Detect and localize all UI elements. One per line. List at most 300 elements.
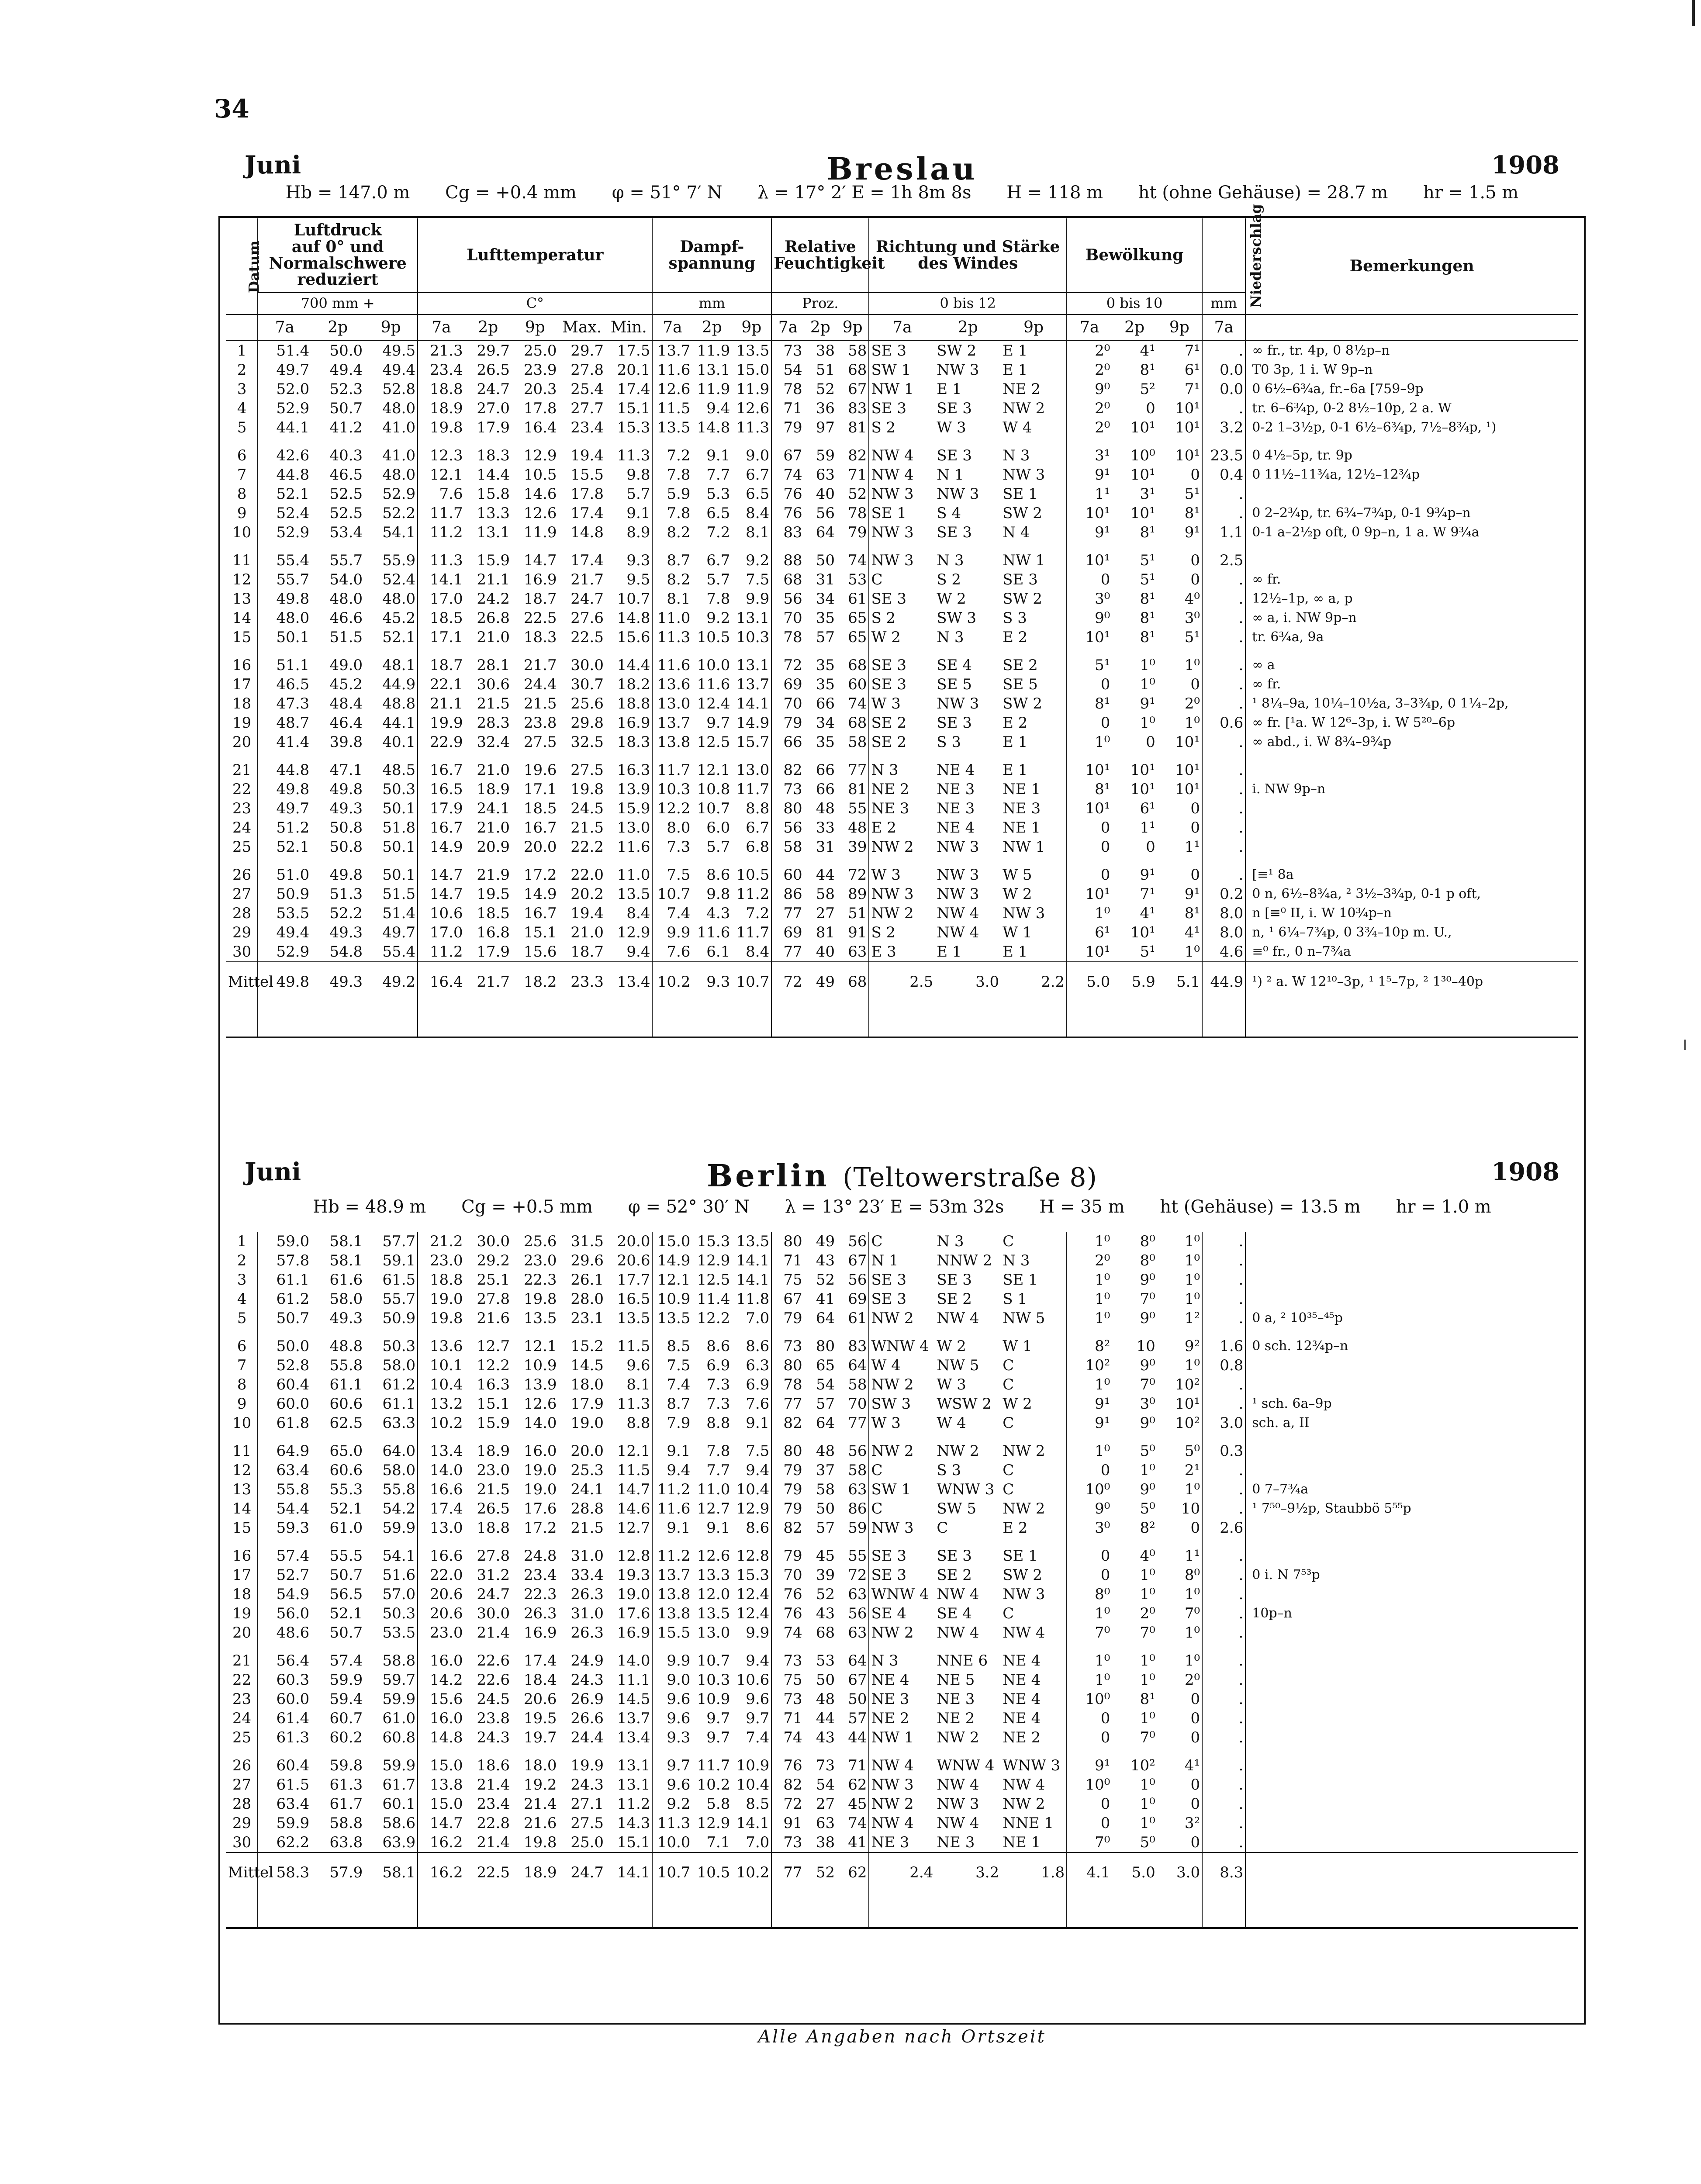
table-cell: 44.9 xyxy=(364,675,418,694)
table-cell: NE 1 xyxy=(1001,780,1067,799)
table-cell: 23.9 xyxy=(523,361,557,379)
gap-cell xyxy=(1245,1433,1578,1441)
gap-cell xyxy=(1112,437,1157,446)
table-cell: 50.8 xyxy=(329,819,363,836)
gap-cell xyxy=(559,1642,605,1651)
table-cell: 13.5 xyxy=(732,1232,771,1251)
table-cell: 54.2 xyxy=(364,1499,418,1518)
table-cell: SE 3 xyxy=(937,447,972,464)
table-cell: 21.4 xyxy=(523,1795,557,1813)
page-edge-mark xyxy=(1684,1040,1686,1050)
gap-cell xyxy=(837,1328,869,1337)
table-cell: 22.5 xyxy=(570,629,604,646)
table-cell: 26.5 xyxy=(477,361,510,379)
mean-cell: 3.2 xyxy=(935,1852,1001,1892)
table-cell: 58 xyxy=(837,733,869,752)
table-cell: 2⁰ xyxy=(1157,1670,1202,1690)
table-cell: 9.6 xyxy=(732,1690,771,1709)
table-cell: 8.4 xyxy=(605,904,652,923)
table-cell: 71 xyxy=(783,1710,802,1727)
wind-header: Richtung und Stärke des Windes xyxy=(869,218,1067,293)
gap-cell xyxy=(512,1538,558,1546)
table-cell: 63.8 xyxy=(329,1834,363,1851)
table-row xyxy=(226,1480,1578,1499)
table-cell: 11.6 xyxy=(605,837,652,857)
table-row xyxy=(226,1651,1578,1670)
table-cell: 74 xyxy=(837,1814,869,1833)
table-cell: 1⁰ xyxy=(1140,714,1155,732)
table-cell: 49.8 xyxy=(276,590,310,608)
table-cell: 13.5 xyxy=(697,1605,730,1622)
table-cell: 12.9 xyxy=(697,1814,730,1832)
table-cell: NNE 6 xyxy=(937,1652,988,1669)
table-cell: 0.0 xyxy=(1202,380,1245,399)
gap-cell xyxy=(311,1328,364,1337)
table-cell: WNW 3 xyxy=(1001,1756,1067,1775)
table-cell: 59.7 xyxy=(364,1670,418,1690)
table-cell: 50.3 xyxy=(364,780,418,799)
table-cell: 8.8 xyxy=(732,799,771,818)
mean-cell: 3.0 xyxy=(935,962,1001,1002)
table-cell: 12.2 xyxy=(697,1310,730,1327)
gap-cell xyxy=(837,1538,869,1546)
table-cell: . xyxy=(1202,1794,1245,1814)
table-row xyxy=(226,656,1578,675)
gap-cell xyxy=(869,1747,935,1756)
table-cell: 10.0 xyxy=(697,657,730,674)
gap-cell xyxy=(804,437,837,446)
remark-cell xyxy=(1245,1690,1578,1709)
table-cell: 10.3 xyxy=(732,628,771,647)
table-cell: 5¹ xyxy=(1157,484,1202,504)
table-cell: 48.0 xyxy=(364,589,418,608)
table-cell: 53 xyxy=(816,1652,835,1669)
table-cell: 8¹ xyxy=(1140,629,1155,646)
gap-cell xyxy=(771,857,804,865)
table-cell: 8.0 xyxy=(667,819,691,836)
table-cell: 9.1 xyxy=(605,504,652,523)
table-row xyxy=(226,1251,1578,1270)
table-cell: 59.9 xyxy=(364,1518,418,1538)
table-cell: 79 xyxy=(783,1500,802,1517)
table-row xyxy=(226,1670,1578,1690)
gap-cell xyxy=(559,1747,605,1756)
table-cell: 2¹ xyxy=(1157,1461,1202,1480)
gap-cell xyxy=(692,857,732,865)
table-cell: 25 xyxy=(226,1728,258,1747)
table-cell: 48 xyxy=(816,800,835,817)
table-cell: 10.5 xyxy=(523,466,557,484)
table-cell: 1⁰ xyxy=(1157,1585,1202,1604)
table-cell: 52.8 xyxy=(364,380,418,399)
gap-cell xyxy=(1112,1538,1157,1546)
table-cell: 44.8 xyxy=(276,761,310,779)
table-cell: 59.0 xyxy=(276,1233,310,1250)
table-cell: C xyxy=(871,571,883,588)
table-cell: 74 xyxy=(837,551,869,570)
table-cell: 51.8 xyxy=(364,818,418,837)
gap-cell xyxy=(771,647,804,656)
table-row xyxy=(226,885,1578,904)
gap-cell xyxy=(732,752,771,760)
table-cell: 10¹ xyxy=(1157,760,1202,780)
table-cell: 73 xyxy=(783,1652,802,1669)
constant: ht (Gehäuse) = 13.5 m xyxy=(1160,1197,1361,1217)
table-cell: 52.1 xyxy=(329,1500,363,1517)
table-cell: 52 xyxy=(816,1586,835,1603)
mean-cell: 62 xyxy=(837,1852,869,1892)
table-row xyxy=(226,608,1578,628)
table-cell: E 2 xyxy=(1001,713,1067,733)
table-cell: E 1 xyxy=(1001,942,1067,962)
table-cell: 48.1 xyxy=(364,656,418,675)
table-row xyxy=(226,1756,1578,1775)
table-cell: 50.1 xyxy=(364,837,418,857)
table-cell: 10.9 xyxy=(697,1690,730,1708)
table-cell: 91 xyxy=(837,923,869,942)
table-cell: 59.3 xyxy=(276,1519,310,1537)
gap-cell xyxy=(652,437,692,446)
table-cell: NE 2 xyxy=(871,781,909,798)
table-cell: 13 xyxy=(226,1480,258,1499)
table-cell: 20.6 xyxy=(605,1251,652,1270)
table-row xyxy=(226,1441,1578,1461)
gap-cell xyxy=(364,1642,418,1651)
remark-cell xyxy=(1245,837,1578,857)
table-cell: 8 xyxy=(226,1375,258,1394)
table-cell: 31 xyxy=(816,838,835,856)
table-cell: 8⁰ xyxy=(1140,1233,1155,1250)
gap-cell xyxy=(1245,1747,1578,1756)
table-cell: 27 xyxy=(226,1775,258,1794)
constant: H = 35 m xyxy=(1039,1197,1125,1217)
gap-cell xyxy=(418,1328,464,1337)
gap-cell xyxy=(869,647,935,656)
table-cell: . xyxy=(1202,1690,1245,1709)
table-cell: 13.1 xyxy=(605,1775,652,1794)
table-cell: 16.8 xyxy=(477,924,510,941)
table-cell: 10.7 xyxy=(657,885,691,903)
table-cell: 48.0 xyxy=(329,590,363,608)
table-cell: 50.1 xyxy=(364,799,418,818)
table-cell: NW 3 xyxy=(937,361,979,379)
table-cell: 22.1 xyxy=(429,676,463,693)
table-cell: SE 4 xyxy=(937,1605,972,1622)
table-cell: 71 xyxy=(783,1252,802,1269)
table-cell: 16 xyxy=(226,1546,258,1565)
table-cell: 49.8 xyxy=(329,781,363,798)
gap-cell xyxy=(1245,542,1578,551)
table-cell: 46.5 xyxy=(276,676,310,693)
table-cell: E 1 xyxy=(1001,733,1067,752)
table-cell: 17.4 xyxy=(570,505,604,522)
mean-cell: 13.4 xyxy=(605,962,652,1002)
table-cell: NW 2 xyxy=(871,1442,914,1460)
table-cell: 74 xyxy=(783,466,802,484)
gap-cell xyxy=(226,1328,258,1337)
table-cell: 12.7 xyxy=(477,1337,510,1355)
constant: ht (ohne Gehäuse) = 28.7 m xyxy=(1138,183,1388,203)
table-cell: 9.4 xyxy=(732,1461,771,1480)
gap-cell xyxy=(692,647,732,656)
table-cell: 66 xyxy=(783,733,802,751)
gap-cell xyxy=(418,1747,464,1756)
table-cell: 15 xyxy=(226,1518,258,1538)
gap-cell xyxy=(258,647,311,656)
table-cell: 56 xyxy=(837,1604,869,1623)
gap-cell xyxy=(418,1642,464,1651)
table-cell: 16.5 xyxy=(605,1289,652,1309)
table-cell: 32.5 xyxy=(570,733,604,751)
table-cell: NE 4 xyxy=(937,761,975,779)
mean-cell: 10.5 xyxy=(692,1852,732,1892)
table-cell: 14.6 xyxy=(523,485,557,503)
table-cell: 63.9 xyxy=(364,1833,418,1852)
table-cell: 0 xyxy=(1100,1547,1110,1565)
table-cell: 12.9 xyxy=(605,923,652,942)
end-cell xyxy=(692,1002,732,1037)
table-cell: 63 xyxy=(837,1480,869,1499)
table-cell: 24.7 xyxy=(477,380,510,398)
remark-cell xyxy=(1245,1833,1578,1852)
table-cell: 23.4 xyxy=(570,419,604,436)
table-cell: 7.5 xyxy=(667,1357,691,1374)
table-cell: 10¹ xyxy=(1157,418,1202,437)
table-cell: 10.4 xyxy=(429,1376,463,1393)
table-row xyxy=(226,818,1578,837)
table-cell: 10.9 xyxy=(523,1357,557,1374)
table-cell: 8¹ xyxy=(1095,781,1110,798)
gap-cell xyxy=(869,542,935,551)
table-cell: W 2 xyxy=(871,629,901,646)
table-cell: 10.3 xyxy=(697,1671,730,1689)
table-cell: 6.3 xyxy=(732,1356,771,1375)
table-cell: . xyxy=(1202,1585,1245,1604)
gap-cell xyxy=(512,542,558,551)
table-cell: 0 xyxy=(1100,819,1110,836)
table-cell: 19.8 xyxy=(523,1834,557,1851)
table-cell: 49.4 xyxy=(364,360,418,380)
table-cell: NW 3 xyxy=(937,838,979,856)
table-cell: 28.1 xyxy=(477,657,510,674)
table-cell: 0.6 xyxy=(1202,713,1245,733)
table-cell: 1⁰ xyxy=(1157,713,1202,733)
remark-cell xyxy=(1245,818,1578,837)
table-cell: 44 xyxy=(816,1710,835,1727)
table-cell: 78 xyxy=(783,629,802,646)
table-row xyxy=(226,399,1578,418)
mean-cell: 18.9 xyxy=(512,1852,558,1892)
table-cell: 22.2 xyxy=(570,838,604,856)
table-cell: 33.4 xyxy=(570,1566,604,1584)
table-cell: 52.2 xyxy=(329,905,363,922)
table-cell: 14.8 xyxy=(697,419,730,436)
table-cell: 0 xyxy=(1157,1709,1202,1728)
table-cell: 48.0 xyxy=(364,399,418,418)
table-cell: NW 3 xyxy=(937,695,979,712)
gap-cell xyxy=(605,857,652,865)
table-cell: 21.9 xyxy=(477,866,510,884)
table-row xyxy=(226,694,1578,713)
table-cell: E 3 xyxy=(871,943,896,961)
berlin-city xyxy=(245,1158,1559,1194)
end-cell xyxy=(652,1002,692,1037)
table-cell: 7.8 xyxy=(706,590,730,608)
gap-cell xyxy=(311,857,364,865)
table-cell: 79 xyxy=(783,1481,802,1498)
table-cell: 55.5 xyxy=(329,1547,363,1565)
table-cell: 61.4 xyxy=(276,1710,310,1727)
table-cell: NW 4 xyxy=(937,1310,979,1327)
table-cell: 9¹ xyxy=(1095,1395,1110,1413)
table-cell: 20 xyxy=(226,1623,258,1642)
table-cell: 6¹ xyxy=(1140,800,1155,817)
table-cell: 7.2 xyxy=(667,447,691,464)
table-cell: . xyxy=(1202,1480,1245,1499)
end-cell xyxy=(1245,1002,1578,1037)
table-cell: 15.3 xyxy=(605,418,652,437)
table-cell: NW 2 xyxy=(1001,1441,1067,1461)
gap-cell xyxy=(1067,1747,1112,1756)
table-cell: 12.4 xyxy=(732,1585,771,1604)
remark-cell xyxy=(1245,1794,1578,1814)
table-cell: 72 xyxy=(837,865,869,885)
table-cell: 21.4 xyxy=(477,1776,510,1794)
table-cell: 7.0 xyxy=(732,1833,771,1852)
table-cell: 24.5 xyxy=(477,1690,510,1708)
gap-cell xyxy=(465,437,512,446)
table-cell: 44.1 xyxy=(364,713,418,733)
table-cell: 91 xyxy=(783,1814,802,1832)
table-end xyxy=(226,1002,1578,1037)
table-cell: 45 xyxy=(837,1794,869,1814)
table-cell: 10¹ xyxy=(1085,552,1110,569)
table-cell: SE 3 xyxy=(871,1566,907,1584)
breslau-city-name: Breslau xyxy=(826,151,978,187)
gap-cell xyxy=(226,1433,258,1441)
gap-cell xyxy=(869,752,935,760)
table-cell: . xyxy=(1202,1728,1245,1747)
table-cell: 22 xyxy=(226,780,258,799)
table-cell: 7.4 xyxy=(732,1728,771,1747)
table-cell: 11.9 xyxy=(697,342,730,359)
remark-cell xyxy=(1245,1814,1578,1833)
remark-cell: T0 3p, 1 i. W 9p–n xyxy=(1252,362,1373,377)
table-cell: 6.9 xyxy=(732,1375,771,1394)
table-cell: 9⁰ xyxy=(1095,380,1110,398)
table-cell: 17.6 xyxy=(523,1500,557,1517)
table-cell: SW 3 xyxy=(937,609,976,627)
table-cell: 61.0 xyxy=(329,1519,363,1537)
gap-cell xyxy=(804,857,837,865)
table-cell: 11.3 xyxy=(605,1394,652,1413)
table-cell: 10.6 xyxy=(429,905,463,922)
table-cell: SE 4 xyxy=(871,1605,907,1622)
table-cell: 25.6 xyxy=(570,695,604,712)
table-cell: 7 xyxy=(226,465,258,484)
table-cell: 21.5 xyxy=(477,695,510,712)
page-edge-mark xyxy=(1692,0,1695,26)
table-cell: 22.9 xyxy=(429,733,463,751)
table-cell: 31 xyxy=(816,571,835,588)
table-cell: 60.8 xyxy=(364,1728,418,1747)
table-cell: NE 3 xyxy=(871,800,909,817)
table-cell: 13.8 xyxy=(429,1776,463,1794)
table-row xyxy=(226,446,1578,465)
table-cell: 16.2 xyxy=(429,1834,463,1851)
table-cell: 10⁰ xyxy=(1085,1690,1110,1708)
table-cell: 15.6 xyxy=(523,943,557,961)
table-cell: 22.8 xyxy=(477,1814,510,1832)
table-cell: 16.0 xyxy=(429,1710,463,1727)
table-cell: 17.5 xyxy=(605,341,652,360)
table-cell: NE 3 xyxy=(937,1690,975,1708)
table-cell: 64 xyxy=(837,1356,869,1375)
lufttemperatur-header: Lufttemperatur xyxy=(418,218,652,293)
table-cell: 4 xyxy=(226,1289,258,1309)
end-cell xyxy=(418,1002,464,1037)
table-cell: 52.9 xyxy=(276,524,310,541)
table-cell: 21.5 xyxy=(570,1519,604,1537)
table-cell: 1⁰ xyxy=(1157,1251,1202,1270)
table-cell: 27 xyxy=(816,905,835,922)
table-cell: 5² xyxy=(1140,380,1155,398)
remark-cell: n, ¹ 6¼–7¾p, 0 3¾–10p m. U., xyxy=(1252,925,1452,940)
table-cell: NW 4 xyxy=(937,924,979,941)
table-cell: NW 1 xyxy=(871,1729,914,1746)
mean-cell: 58.3 xyxy=(258,1852,311,1892)
table-cell: 18.6 xyxy=(477,1757,510,1774)
table-cell: SE 3 xyxy=(1001,570,1067,589)
table-cell: 12.5 xyxy=(697,1271,730,1289)
table-cell: 18.3 xyxy=(477,447,510,464)
table-cell: 11.3 xyxy=(429,552,463,569)
table-cell: . xyxy=(1202,1709,1245,1728)
table-cell: 57.7 xyxy=(364,1232,418,1251)
table-cell: 55.4 xyxy=(364,942,418,962)
table-cell: 9.0 xyxy=(667,1671,691,1689)
table-cell: 1⁰ xyxy=(1140,1566,1155,1584)
table-cell: 6¹ xyxy=(1157,360,1202,380)
dampf-unit: mm xyxy=(652,293,771,314)
remark-cell: ¹ sch. 6a–9p xyxy=(1252,1396,1332,1411)
table-cell: 49.8 xyxy=(276,781,310,798)
table-cell: 1⁰ xyxy=(1140,1652,1155,1669)
table-cell: W 3 xyxy=(871,695,901,712)
mean-cell: 5.9 xyxy=(1112,962,1157,1002)
table-cell: 8.2 xyxy=(667,524,691,541)
table-row xyxy=(226,1413,1578,1433)
table-cell: 21.7 xyxy=(523,657,557,674)
table-cell: 51.5 xyxy=(329,629,363,646)
table-cell: 20.1 xyxy=(605,360,652,380)
table-cell: 10.7 xyxy=(697,1652,730,1669)
time-7a: 7a xyxy=(1067,314,1112,341)
constant: Cg = +0.4 mm xyxy=(445,183,577,203)
remark-cell: ∞ fr., tr. 4p, 0 8½p–n xyxy=(1252,343,1390,358)
table-cell: 15.7 xyxy=(732,733,771,752)
table-cell: 5.3 xyxy=(706,485,730,503)
table-cell: NW 2 xyxy=(1001,399,1067,418)
table-cell: 9¹ xyxy=(1140,866,1155,884)
table-cell: 48.6 xyxy=(276,1624,310,1641)
table-cell: 74 xyxy=(783,1729,802,1746)
table-cell: NE 4 xyxy=(1001,1690,1067,1709)
gap-cell xyxy=(692,542,732,551)
table-cell: W 5 xyxy=(1001,865,1067,885)
table-cell: 1⁰ xyxy=(1140,676,1155,693)
gap-cell xyxy=(652,857,692,865)
